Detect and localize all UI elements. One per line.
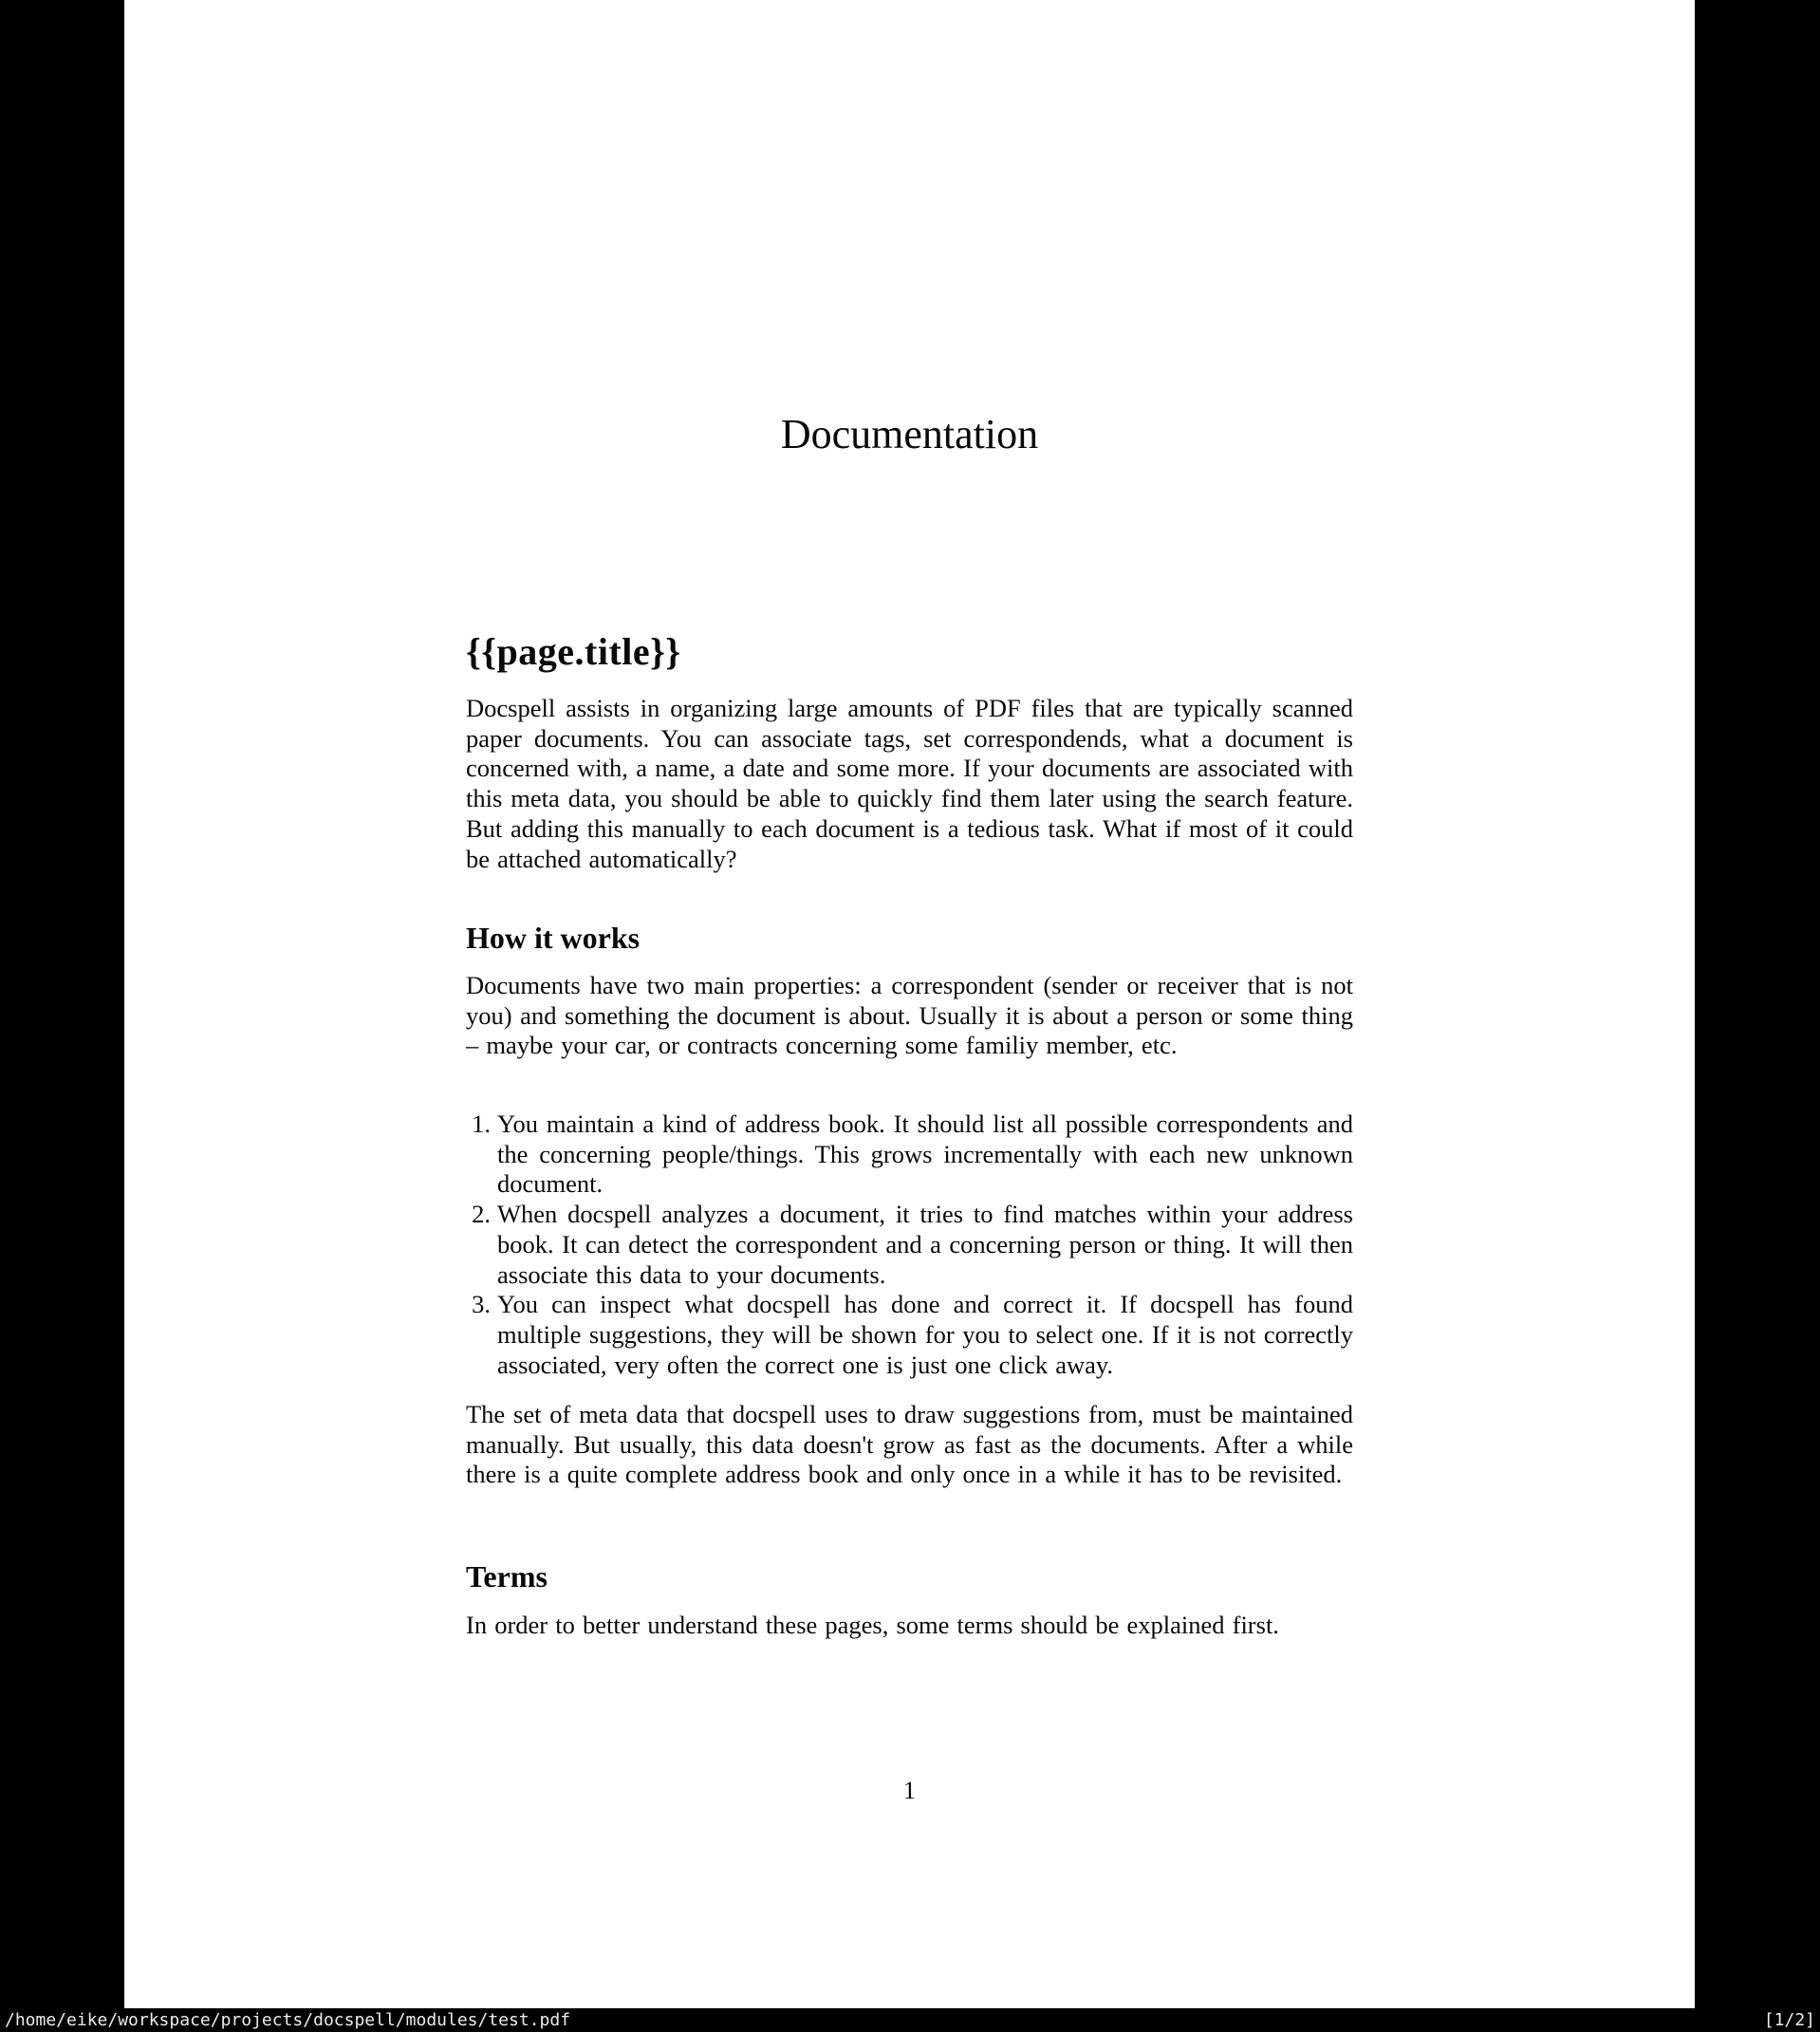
list-item xyxy=(466,1290,1353,1380)
list-item-text: You maintain a kind of address book. It should list all possible correspondents and the concerning people/things. This grows incrementally with each new unknown document. xyxy=(497,1109,1353,1199)
pdf-page xyxy=(124,0,1695,2008)
file-path: /home/eike/workspace/projects/docspell/modules/test.pdf xyxy=(5,2010,571,2030)
document-title: Documentation xyxy=(780,411,1039,457)
paragraph-meta-data: The set of meta data that docspell uses to draw suggestions from, must be maintained manually. But usually, this data doesn't grow as fast as the documents. After a while there is a quite complete address book and only once in a while it has to be revisited. xyxy=(466,1400,1353,1489)
section-heading-how-it-works: How it works xyxy=(466,921,641,955)
paragraph-properties: Documents have two main properties: a correspondent (sender or receiver that is not you) and something the document is about. Usually it is about a person or some thing – maybe your car, or contracts concerning some familiy member, etc. xyxy=(466,971,1353,1060)
list-item xyxy=(466,1200,1353,1290)
list-item xyxy=(466,1109,1353,1200)
status-bar xyxy=(0,2008,1820,2032)
list-item-marker: 3. xyxy=(472,1290,491,1319)
list-item-marker: 2. xyxy=(472,1200,491,1229)
list-item-text: When docspell analyzes a document, it tries to find matches within your address book. It can detect the correspondent and a concerning person or thing. It will then associate this data to your documents. xyxy=(497,1200,1353,1289)
section-heading-terms: Terms xyxy=(466,1559,548,1594)
list-item-marker: 1. xyxy=(472,1109,491,1138)
paragraph-intro: Docspell assists in organizing large amounts of PDF files that are typically scanned paper documents. You can associate tags, set correspondends, what a document is concerned with, a name, a date and some more. If your documents are associated with this meta data, you should be able to quickly find them later using the search feature. But adding this manually to each document is a tedious task. What if most of it could be attached automatically? xyxy=(466,694,1353,873)
numbered-list xyxy=(466,1109,1353,1380)
section-heading-page-title: {{page.title}} xyxy=(466,630,681,673)
paragraph-terms: In order to better understand these pages, some terms should be explained first. xyxy=(466,1611,1279,1639)
page-number: 1 xyxy=(902,1776,917,1804)
list-item-text: You can inspect what docspell has done and correct it. If docspell has found multiple suggestions, they will be shown for you to select one. If it is not correctly associated, very often the correct one is just one click away. xyxy=(497,1290,1353,1379)
page-indicator: [1/2] xyxy=(1763,2010,1815,2030)
